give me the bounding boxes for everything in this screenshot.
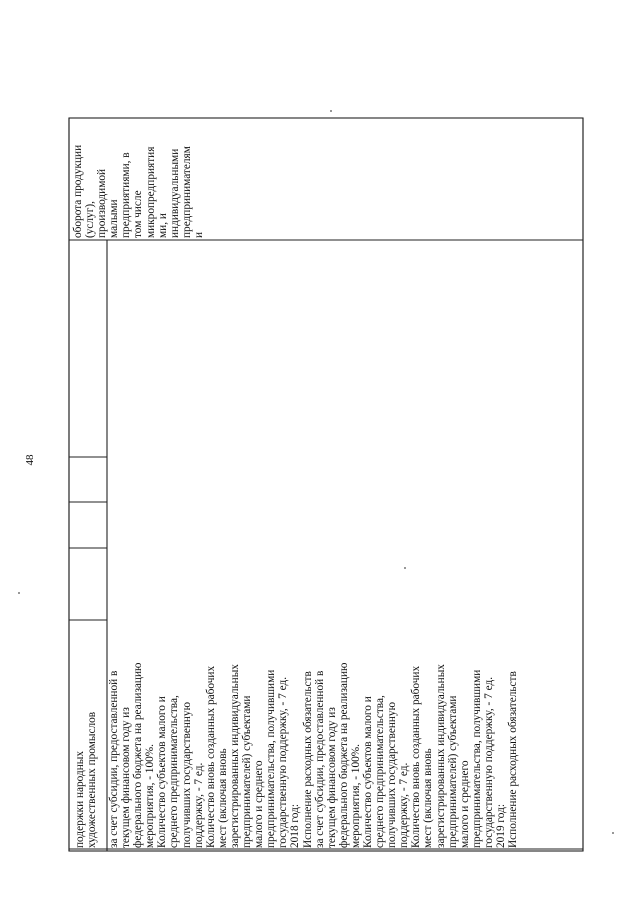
text-line: малого и среднего: [458, 760, 471, 848]
text-line: получивших государственную: [386, 701, 399, 848]
text-line: Количество вновь созданных рабочих: [204, 665, 217, 848]
text-line: подержки народных: [74, 750, 86, 848]
text-line: мероприятия, - 100%.: [144, 744, 157, 848]
page-number: 48: [24, 454, 36, 466]
text-line: микропредприятия: [144, 146, 157, 238]
text-line: Количество субъектов малого и: [361, 696, 374, 848]
text-line: зарегистрированных индивидуальных: [434, 664, 447, 848]
text-line: ми, и: [156, 213, 169, 238]
text-line: поддержку, - 7 ед.: [192, 762, 205, 848]
text-line: 2019 год:: [495, 804, 507, 848]
text-line: поддержку, - 7 ед.: [398, 762, 411, 848]
text-line: 2018 год:: [289, 804, 302, 848]
text-line: Количество субъектов малого и: [156, 696, 169, 848]
text-line: за счет субсидии, предоставленной в: [108, 670, 120, 848]
text-line: оборота продукции: [72, 144, 84, 238]
text-line: федерального бюджета на реализацию: [337, 662, 350, 848]
text-line: индивидуальными: [168, 148, 181, 238]
text-line: Количество вновь созданных рабочих: [410, 665, 423, 848]
text-line: предпринимательства, получившими: [470, 669, 483, 848]
text-line: Исполнение расходных обязательств: [301, 671, 314, 848]
text-line: текущем финансовом году из: [325, 707, 338, 848]
text-line: Исполнение расходных обязательств: [507, 671, 520, 848]
text-line: зарегистрированных индивидуальных: [228, 664, 241, 848]
text-line: художественных промыслов: [86, 711, 99, 848]
text-line: текущем финансовом году из: [120, 707, 133, 848]
text-line: федерального бюджета на реализацию: [132, 662, 145, 848]
cell-programme-name: [74, 712, 98, 848]
text-line: малого и среднего: [253, 760, 266, 848]
text-line: (услуг),: [84, 201, 97, 238]
text-line: и: [192, 231, 205, 238]
text-line: предпринимателей) субъектами: [241, 695, 254, 848]
text-line: предприятиями, в: [120, 152, 133, 238]
text-line: малыми: [108, 199, 121, 238]
text-line: мест (включая вновь: [216, 748, 229, 848]
text-line: получивших государственную: [180, 701, 193, 848]
cell-indicators: [108, 663, 519, 848]
text-line: государственную поддержку, - 7 ед.: [482, 676, 495, 848]
text-line: среднего предпринимательства,: [374, 695, 387, 848]
text-line: производимой: [96, 168, 109, 238]
text-line: предпринимателям: [180, 146, 193, 238]
text-line: мероприятия, - 100%.: [349, 744, 362, 848]
text-line: государственную поддержку, - 7 ед.: [277, 676, 290, 848]
text-line: среднего предпринимательства,: [168, 695, 181, 848]
text-line: том числе: [132, 190, 145, 238]
cell-goal: [72, 145, 205, 238]
text-line: за счет субсидии, предоставленной в: [313, 670, 326, 848]
text-line: предпринимателей) субъектами: [446, 695, 459, 848]
text-line: предпринимательства, получившими: [265, 669, 278, 848]
text-line: мест (включая вновь: [422, 748, 435, 848]
